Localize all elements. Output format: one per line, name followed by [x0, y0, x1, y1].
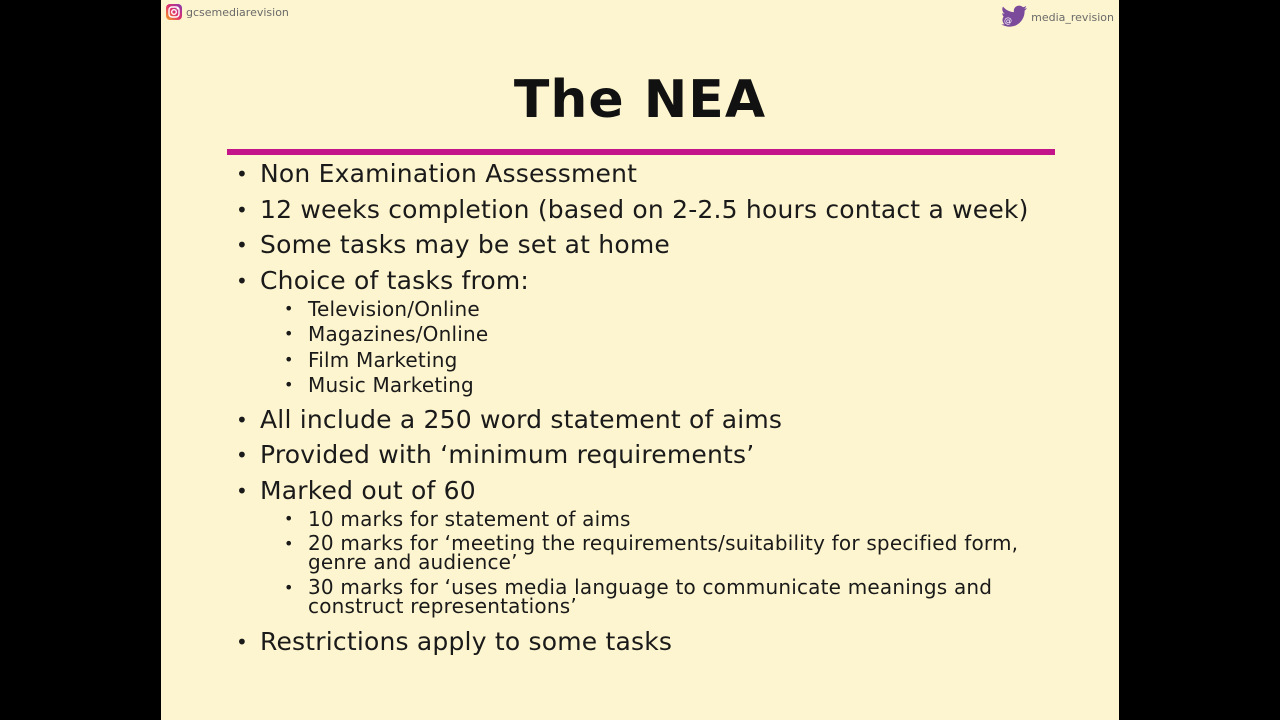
svg-text:@: @ [1004, 16, 1013, 25]
instagram-handle-text: gcsemediarevision [186, 5, 289, 19]
sub-bullet-item: • Magazines/Online [308, 323, 488, 345]
instagram-icon [166, 4, 182, 20]
bullet-item: • 12 weeks completion (based on 2-2.5 hours contact a week) [260, 196, 1029, 224]
twitter-handle-text: media_revision [1031, 10, 1114, 24]
twitter-bird-icon [999, 4, 1029, 30]
sub-bullet-line: 20 marks for ‘meeting the requirements/suitability for specified form, [308, 531, 1019, 555]
sub-bullet-line: 30 marks for ‘uses media language to communicate meanings and [308, 575, 993, 599]
slide-title: The NEA [513, 70, 767, 130]
bullet-item: • Choice of tasks from: [260, 267, 529, 295]
bullet-item: • Provided with ‘minimum requirements’ [260, 441, 754, 469]
bullet-item: • Marked out of 60 [260, 477, 476, 505]
sub-bullet-item: • 10 marks for statement of aims [308, 508, 631, 530]
instagram-handle [166, 4, 289, 20]
bullet-item: • Some tasks may be set at home [260, 231, 670, 259]
sub-bullet-line: genre and audience’ [308, 550, 518, 574]
title-underline [227, 149, 1055, 155]
sub-bullet-item: • Film Marketing [308, 349, 457, 371]
bullet-item: • Non Examination Assessment [260, 160, 637, 188]
bullet-item: • All include a 250 word statement of aims [260, 406, 782, 434]
sub-bullet-line: construct representations’ [308, 594, 577, 618]
sub-bullet-item [308, 531, 1019, 574]
bullet-item: • Restrictions apply to some tasks [260, 628, 672, 656]
sub-bullet-item: • Television/Online [308, 298, 480, 320]
twitter-handle [999, 4, 1114, 30]
slide [161, 0, 1119, 720]
sub-bullet-item: • Music Marketing [308, 374, 474, 396]
sub-bullet-item [308, 575, 993, 618]
